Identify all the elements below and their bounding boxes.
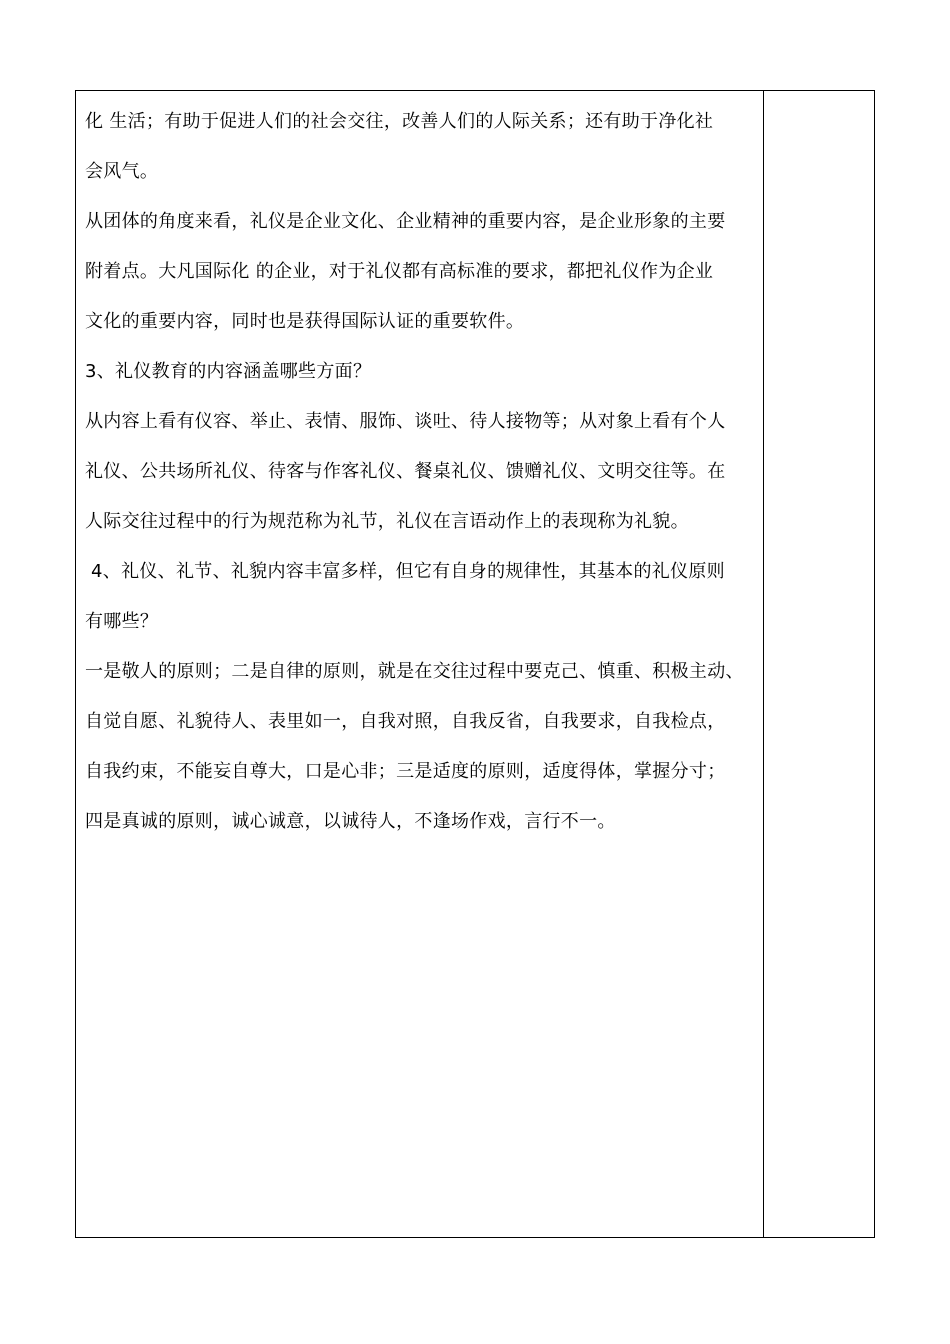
text-line: 人际交往过程中的行为规范称为礼节，礼仪在言语动作上的表现称为礼貌。: [85, 511, 689, 532]
side-cell: [764, 91, 874, 1237]
text-line: 从内容上看有仪容、举止、表情、服饰、谈吐、待人接物等；从对象上看有个人: [85, 411, 726, 432]
text-line: 一是敬人的原则；二是自律的原则，就是在交往过程中要克己、慎重、积极主动、: [85, 661, 744, 682]
question-heading-continued: 有哪些？: [85, 611, 159, 632]
question-heading: 4、礼仪、礼节、礼貌内容丰富多样，但它有自身的规律性，其基本的礼仪原则: [85, 561, 725, 582]
text-line: 附着点。大凡国际化 的企业，对于礼仪都有高标准的要求，都把礼仪作为企业: [85, 261, 714, 282]
text-line: 自觉自愿、礼貌待人、表里如一，自我对照，自我反省，自我要求，自我检点，: [85, 711, 726, 732]
text-line: 从团体的角度来看，礼仪是企业文化、企业精神的重要内容，是企业形象的主要: [85, 211, 726, 232]
question-heading: 3、礼仪教育的内容涵盖哪些方面？: [85, 361, 372, 382]
text-line: 会风气。: [85, 161, 159, 182]
text-line: 自我约束，不能妄自尊大，口是心非；三是适度的原则，适度得体，掌握分寸；: [85, 761, 726, 782]
text-line: 礼仪、公共场所礼仪、待客与作客礼仪、餐桌礼仪、馈赠礼仪、文明交往等。在: [85, 461, 726, 482]
text-line: 文化的重要内容，同时也是获得国际认证的重要软件。: [85, 311, 525, 332]
text-line: 化 生活；有助于促进人们的社会交往，改善人们的人际关系；还有助于净化社: [85, 111, 714, 132]
document-table: [75, 90, 875, 1238]
text-line: 四是真诚的原则，诚心诚意，以诚待人，不逢场作戏，言行不一。: [85, 811, 616, 832]
content-cell: [76, 91, 763, 1237]
